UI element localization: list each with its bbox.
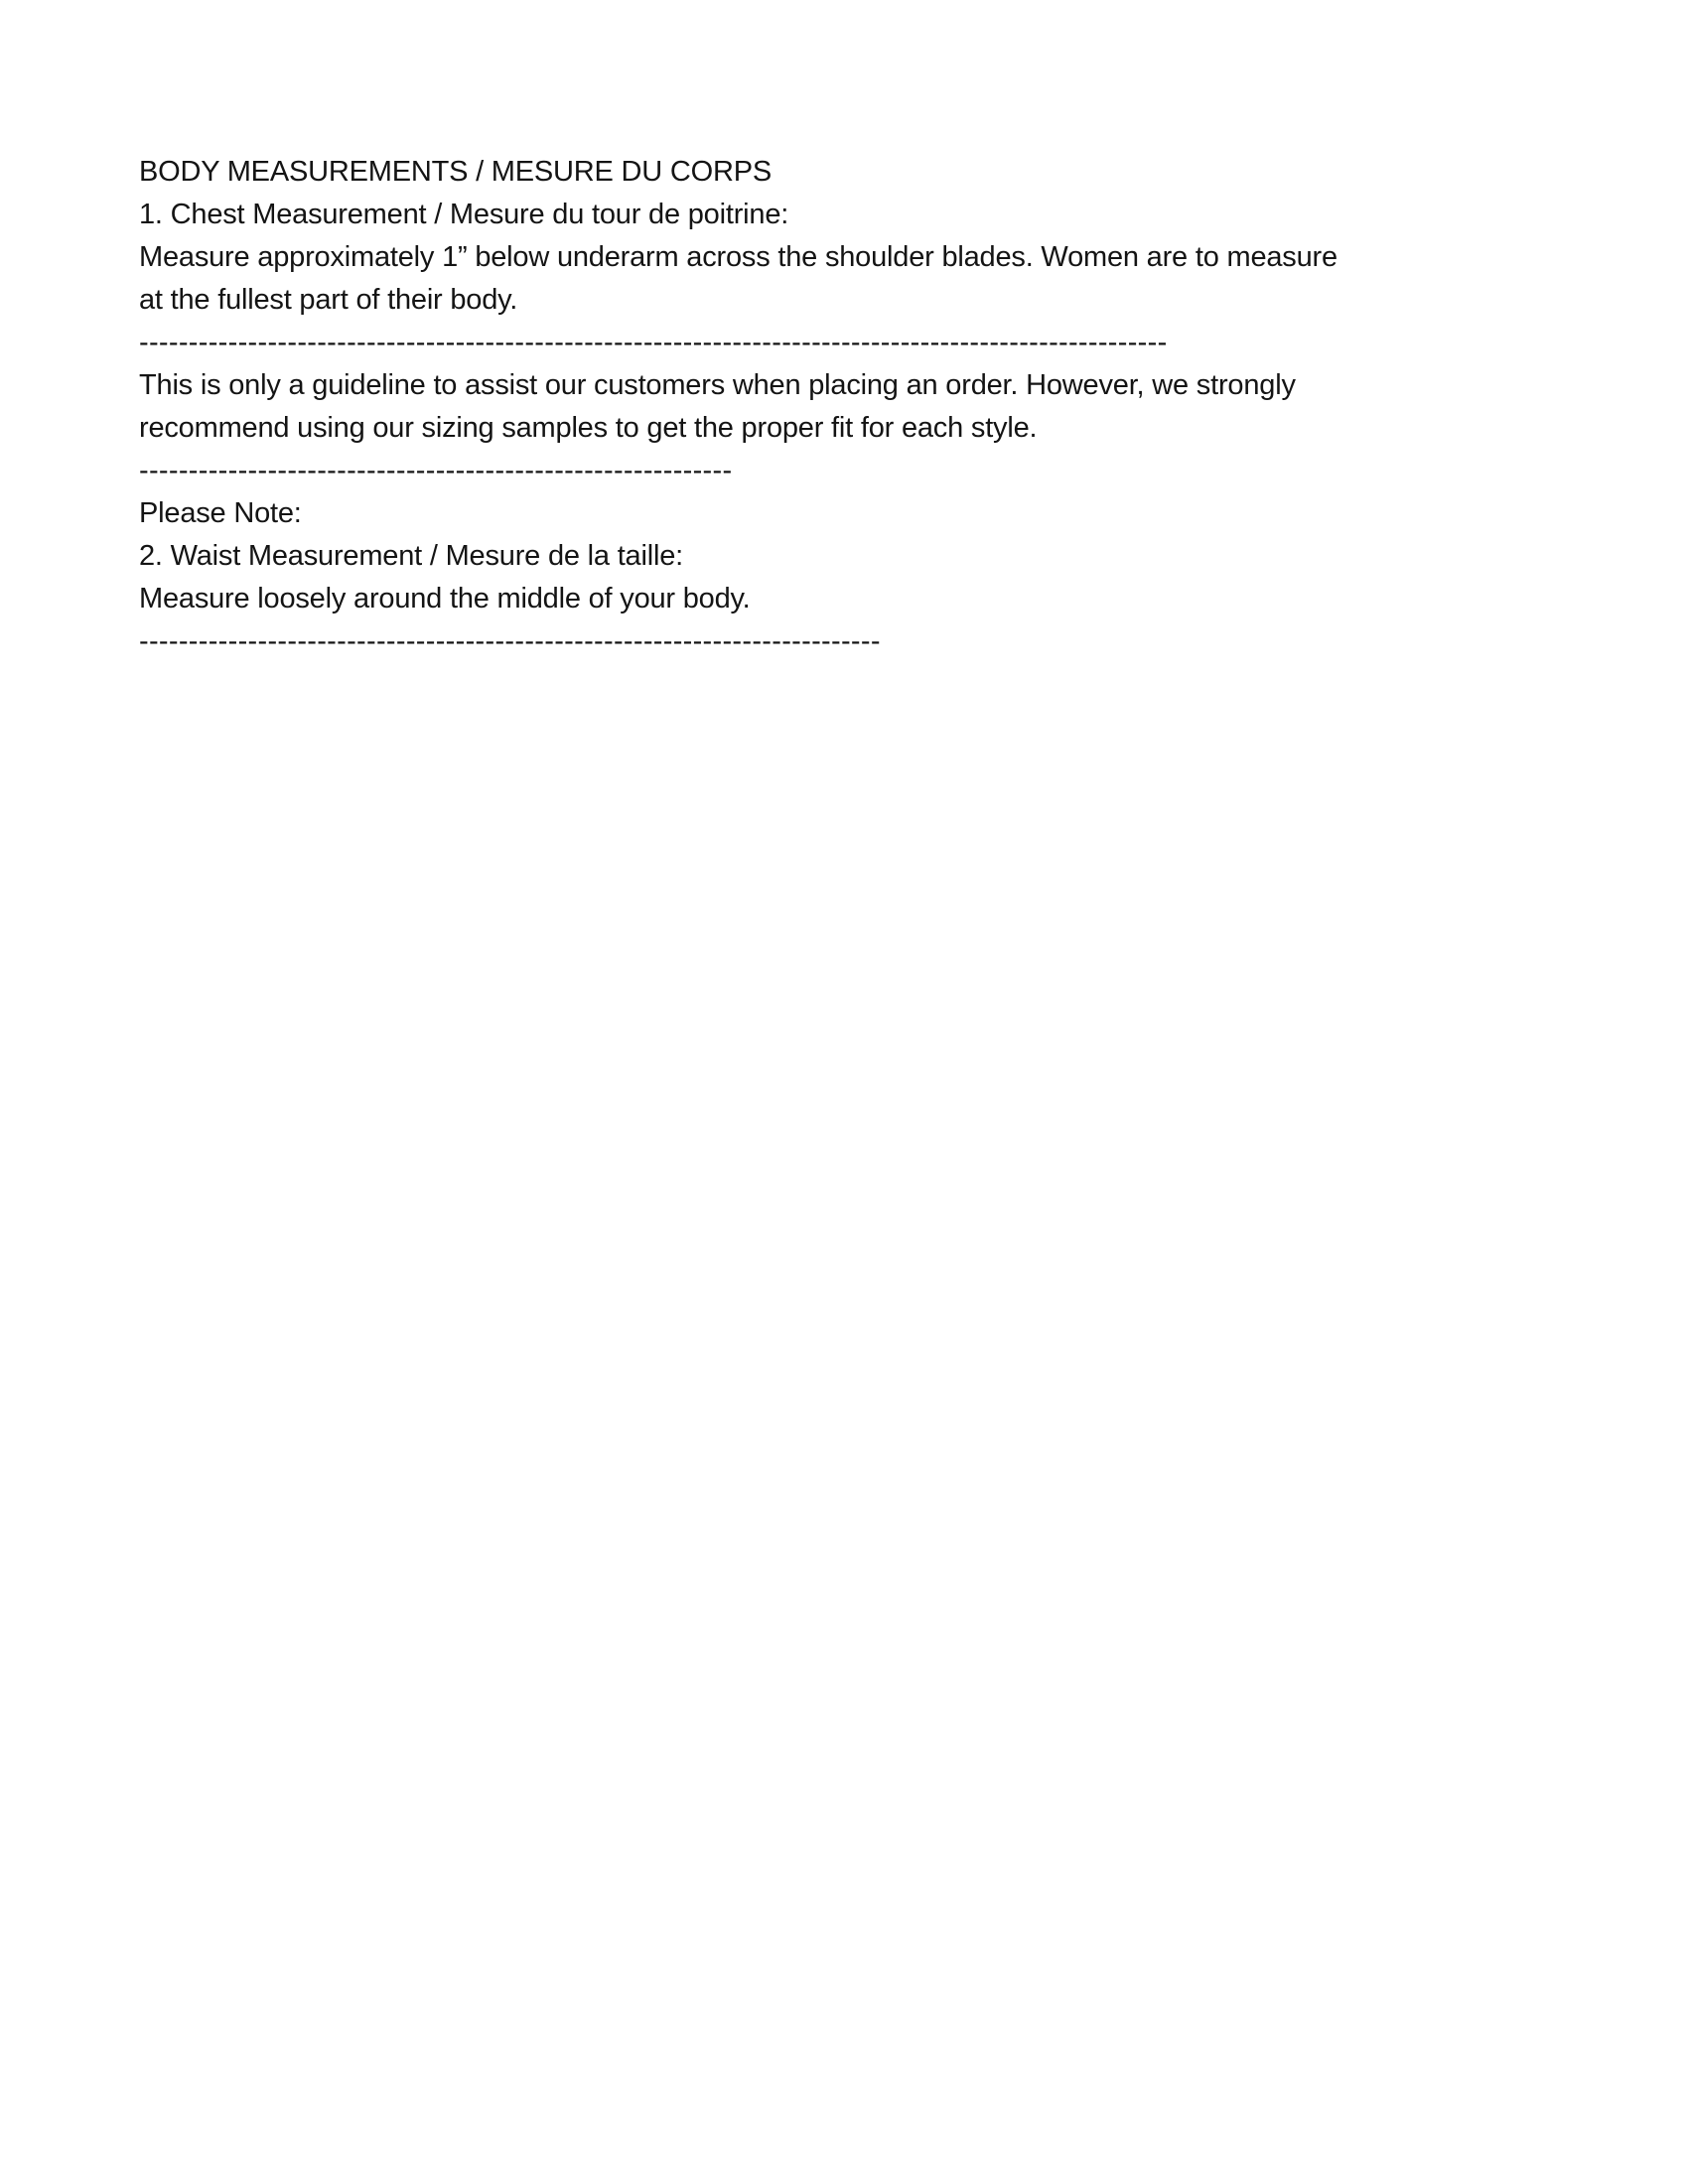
divider-medium: ------------------------------------------------------------	[139, 455, 733, 486]
document-page	[139, 151, 1529, 663]
divider-short: ---------------------------------------------------------------------------	[139, 625, 881, 657]
document-title: BODY MEASUREMENTS / MESURE DU CORPS	[139, 156, 773, 188]
guideline-note-line-1: This is only a guideline to assist our customers when placing an order. However, we strongly	[139, 369, 1296, 401]
chest-measurement-body-line-1: Measure approximately 1” below underarm across the shoulder blades. Women are to measure	[139, 241, 1337, 273]
waist-measurement-body: Measure loosely around the middle of your body.	[139, 583, 751, 614]
guideline-note-line-2: recommend using our sizing samples to get the proper fit for each style.	[139, 412, 1038, 444]
divider-long: --------------------------------------------------------------------------------------------------------	[139, 327, 1168, 358]
chest-measurement-body-line-2: at the fullest part of their body.	[139, 284, 518, 316]
chest-measurement-heading: 1. Chest Measurement / Mesure du tour de poitrine:	[139, 199, 789, 230]
please-note-label: Please Note:	[139, 497, 302, 529]
waist-measurement-heading: 2. Waist Measurement / Mesure de la taille:	[139, 540, 683, 572]
